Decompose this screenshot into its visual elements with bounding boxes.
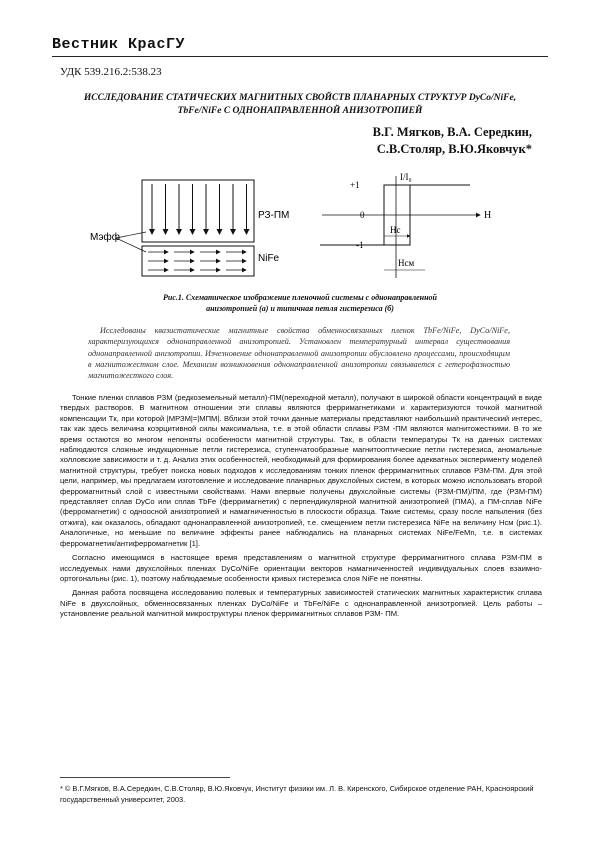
paragraph: Согласно имеющимся в настоящее время представлениям о магнитной структуре ферримагнитного сплава РЗМ-ПМ в исследуемых нами двухслойных пленках DyCo/NiFe ориентации векторов намагниченностей индивидуальных слоев взаимно-ортогональны (рис. 1), поэтому наблюдаемые особенности кривых гистерезиса слоя NiFe не понятны. <box>60 553 542 583</box>
y-tick-bottom: -1 <box>356 240 364 250</box>
caption-line: Рис.1. Схематическое изображение пленочной системы с однонаправленной <box>163 293 437 302</box>
title-line: TbFe/NiFe С ОДНОНАПРАВЛЕННОЙ АНИЗОТРОПИЕЙ <box>177 106 423 116</box>
caption-line: анизотропией (а) и типичная петля гистерезиса (б) <box>206 304 394 313</box>
y-tick-zero: 0 <box>360 210 365 220</box>
layer-label-top: РЗ-ПМ <box>258 210 290 221</box>
authors-line: С.В.Столяр, В.Ю.Яковчук* <box>376 142 532 156</box>
footnote: * © В.Г.Мягков, В.А.Середкин, С.В.Столяр, В.Ю.Яковчук, Институт физики им. Л. В. Киренского, Сибирское отделение РАН, Красноярский государственный университет, 2003. <box>60 784 534 804</box>
y-tick-top: +1 <box>350 180 360 190</box>
authors <box>373 124 532 158</box>
header-rule <box>52 56 548 57</box>
authors-line: В.Г. Мягков, В.А. Середкин, <box>372 125 532 139</box>
body-text <box>60 393 542 624</box>
hc-label: Hc <box>390 225 401 235</box>
layer-label-bottom: NiFe <box>258 253 280 264</box>
hcm-label: Hсм <box>398 258 415 268</box>
figure-caption <box>105 292 495 314</box>
figure-1 <box>60 172 540 292</box>
meff-label: Мэфф <box>90 232 120 243</box>
paragraph: Данная работа посвящена исследованию полевых и температурных зависимостей статических магнитных характеристик сплава NiFe в двухслойных, обменносвязанных пленках DyCo/NiFe и TbFe/NiFe с однонаправленной анизотропией. Цель работы – установление реальной магнитной микроструктуры пленок ферримагнитных сплавов РЗМ- ПМ. <box>60 588 542 619</box>
schematic-diagram <box>142 180 254 276</box>
title-line: ИССЛЕДОВАНИЕ СТАТИЧЕСКИХ МАГНИТНЫХ СВОЙСТВ ПЛАНАРНЫХ СТРУКТУР DyCo/NiFe, <box>83 93 517 103</box>
paragraph: Тонкие пленки сплавов РЗМ (редкоземельный металл)-ПМ(переходной металл), получают в широкой области концентраций в виде твердых растворов. В магнитном отношении эти сплавы являются ферримагнетиками и характеризуются точкой магнитной компенсации Tк, при которой |MРЗМ|=|MПМ|. Вблизи этой точки данные материалы представляют наибольший практический интерес, так как здесь величина коэрцитивной силы максимальна, т.е. в этой области сплавы РЗМ -ПМ являются магнитожесткими. В то же время остаются во многом непоняты особенности магнитной структуры. Так, в области температуры Tк на данных системах наблюдаются сложные индукционные петли гистерезиса, ступенчатообразные магнитооптические петли гистерезиса, аномальные холловские зависимости и т. д. Анализ этих особенностей, необходимый для формирования более адекватных эксперименту моделей магнитной структуры, требует поиска новых подходов к исследованиям тонких пленок ферримагнитных сплавов РЗМ-ПМ. Для этой цели, например, мы предлагаем изготовление и исследование планарных двухслойных систем, в которых можно использовать второй ферромагнитный слой с известными свойствами. Нами впервые получены двухслойные системы (РЗМ-ПМ)/ПМ, где (РЗМ-ПМ) представляет сплав DyCo или сплав TbFe (ферримагнетик) с перпендикулярной магнитной анизотропией (ПМА), а ПМ-сплав NiFe (ферромагнетик) с одноосной анизотропией и намагниченностью в плоскости образца. Такие системы, сразу после напыления (без отжига), как оказалось, обладают однонаправленной анизотропией, т.е. смещением петли гистерезиса NiFe на величину Hсм (рис.1). Аналогичные, но меньшие по величине эффекты ранее наблюдались на планарных системах NiFe/FeMn, т.е. в системах ферромагнетик/антиферромагнетик [1]. <box>60 393 542 548</box>
paper-title <box>60 92 540 118</box>
y-axis-label: I/I₀ <box>400 172 412 182</box>
udk-code: УДК 539.216.2:538.23 <box>60 66 162 78</box>
x-axis-label: H <box>484 210 492 221</box>
figure-svg <box>60 172 540 292</box>
journal-title: Вестник КрасГУ <box>52 36 186 53</box>
abstract: Исследованы квазистатические магнитные свойства обменносвязанных пленок TbFe/NiFe, DyCo/NiFe, характеризующихся однонаправленной анизотропией. Установлен температурный интервал существования однонаправленной анизотропии. Изчезновение однонаправленной анизотропии обусловлено процессами, происходящим в магнитожестком слое. Механизм возникновения однонаправленной анизотропии связывается с гетерофазностью магнитожесткого слоя. <box>88 326 510 381</box>
footnote-rule <box>60 777 230 778</box>
